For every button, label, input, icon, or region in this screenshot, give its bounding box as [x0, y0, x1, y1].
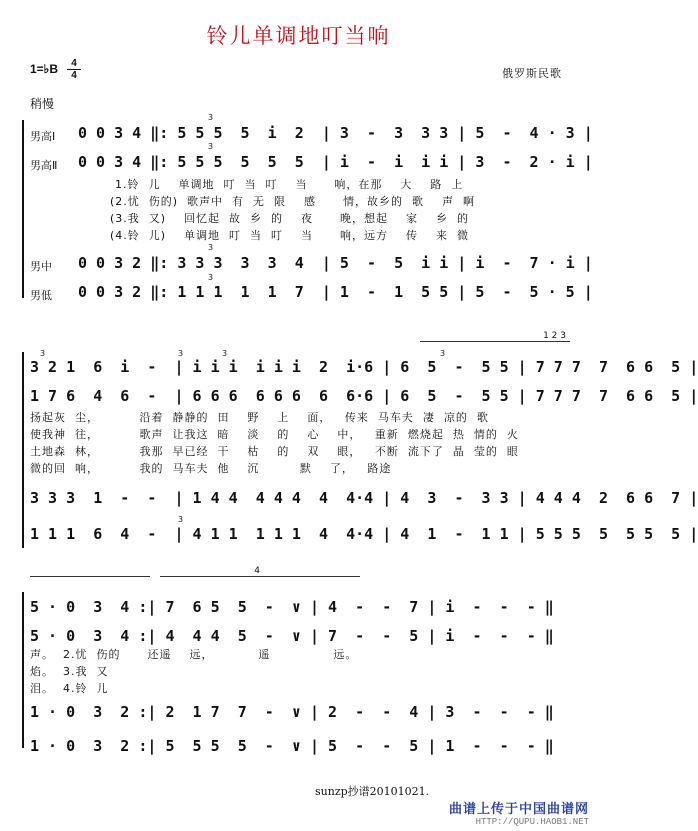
score-line-tenor1: 3 2 1 6 i - | i i i i i i 2 i·6 | 6 5 - 5 5 | 7 7 7 7 6 6 5 |: [30, 358, 698, 376]
lyric-line-verse2: 焰。 3.我 又: [30, 665, 109, 678]
triplet-mark: 3: [440, 349, 446, 358]
key-signature: 1=♭B: [30, 62, 59, 76]
meter-bottom: 4: [71, 70, 77, 81]
volta-label: 4: [254, 566, 260, 576]
triplet-mark: 3: [208, 113, 214, 122]
part-label-bass: 男低: [30, 289, 52, 302]
triplet-mark: 3: [208, 142, 214, 151]
lyric-line-verse1: 1.铃 儿 单调地 叮 当 叮 当 响，在那 大 路 上: [115, 178, 464, 191]
lyric-line-verse2: (2.忧 伤的) 歌声中 有 无 限 感 情，故乡的 歌 声 啊: [110, 195, 475, 208]
volta-bracket-1: [30, 576, 150, 577]
score-line-tenor1: 0 0 3 4 ‖: 5 5 5 5 i 2 | 3 - 3 3 3 | 5 - 4 · 3 |: [78, 124, 593, 142]
score-line-bass: 0 0 3 2 ‖: 1 1 1 1 1 7 | 1 - 1 5 5 | 5 - 5 · 5 |: [78, 283, 593, 301]
triplet-mark: 3: [178, 349, 184, 358]
part-label-tenor1: 男高Ⅰ: [30, 130, 56, 143]
composer-credit: 俄罗斯民歌: [502, 67, 562, 80]
watermark-text: 曲谱上传于中国曲谱网: [448, 802, 589, 817]
part-label-baritone: 男中: [30, 260, 52, 273]
system-brace: [22, 120, 24, 298]
system-brace: [22, 592, 24, 748]
lyric-line-verse3: 土地森 林， 我那 早已经 干 枯 的 双 眼， 不断 流下了 晶 莹的 眼: [30, 445, 519, 458]
transcriber-credit: sunzp抄谱20101021.: [315, 785, 430, 798]
system-brace: [22, 352, 24, 548]
score-line-bass: 1 · 0 3 2 :| 5 5 5 5 - ∨ | 5 - - 5 | 1 - - - ‖: [30, 737, 554, 755]
triplet-mark: 3: [208, 273, 214, 282]
time-signature: [67, 58, 81, 81]
volta-bracket-4: [160, 566, 360, 577]
lyric-line-verse1: 声。 2.忧 伤的 还遥 远， 遥 远。: [30, 648, 358, 661]
score-line-tenor2: 1 7 6 4 6 - | 6 6 6 6 6 6 6 6·6 | 6 5 - 5 5 | 7 7 7 7 6 6 5 |: [30, 387, 698, 405]
song-title: 铃儿单调地叮当响: [206, 24, 391, 48]
score-line-tenor2: 0 0 3 4 ‖: 5 5 5 5 5 5 | i - i i i | 3 - 2 · i |: [78, 153, 593, 171]
part-label-tenor2: 男高Ⅱ: [30, 159, 58, 172]
tempo-marking: 稍慢: [30, 97, 55, 111]
score-line-tenor1: 5 · 0 3 4 :| 7 6 5 5 - ∨ | 4 - - 7 | i - - - ‖: [30, 598, 554, 616]
site-watermark: [449, 798, 589, 827]
lyric-line-verse2: 使我神 往， 歌声 让我这 暗 淡 的 心 中， 重新 燃烧起 热 情的 火: [30, 428, 519, 441]
volta-label: 1 2 3: [543, 331, 566, 341]
lyric-line-verse3: (3.我 又) 回忆起 故 乡 的 夜 晚，想起 家 乡 的: [110, 212, 469, 225]
triplet-mark: 3: [222, 349, 228, 358]
score-line-bass: 1 1 1 6 4 - | 4 1 1 1 1 1 4 4·4 | 4 1 - 1 1 | 5 5 5 5 5 5 5 |: [30, 525, 698, 543]
triplet-mark: 3: [208, 243, 214, 252]
watermark-url: HTTP://QUPU.HAOB1.NET: [475, 817, 589, 827]
score-line-tenor2: 5 · 0 3 4 :| 4 4 4 5 - ∨ | 7 - - 5 | i - - - ‖: [30, 627, 554, 645]
score-line-baritone: 0 0 3 2 ‖: 3 3 3 3 3 4 | 5 - 5 i i | i - 7 · i |: [78, 254, 593, 272]
score-line-baritone: 1 · 0 3 2 :| 2 1 7 7 - ∨ | 2 - - 4 | 3 - - - ‖: [30, 703, 554, 721]
lyric-line-verse4: 微的回 响， 我的 马车夫 他 沉 默 了， 路途: [30, 462, 392, 475]
meter-top: 4: [67, 58, 81, 70]
triplet-mark: 3: [40, 349, 46, 358]
score-line-baritone: 3 3 3 1 - - | 1 4 4 4 4 4 4 4·4 | 4 3 - 3 3 | 4 4 4 2 6 6 7 |: [30, 489, 698, 507]
triplet-mark: 3: [178, 515, 184, 524]
lyric-line-verse4: (4.铃 儿) 单调地 叮 当 叮 当 响，远方 传 来 微: [110, 229, 469, 242]
lyric-line-verse1: 扬起灰 尘， 沿着 静静的 田 野 上 面， 传来 马车夫 凄 凉的 歌: [30, 411, 489, 424]
volta-bracket-123: [420, 331, 570, 342]
lyric-line-verse3: 泪。 4.铃 儿: [30, 682, 109, 695]
